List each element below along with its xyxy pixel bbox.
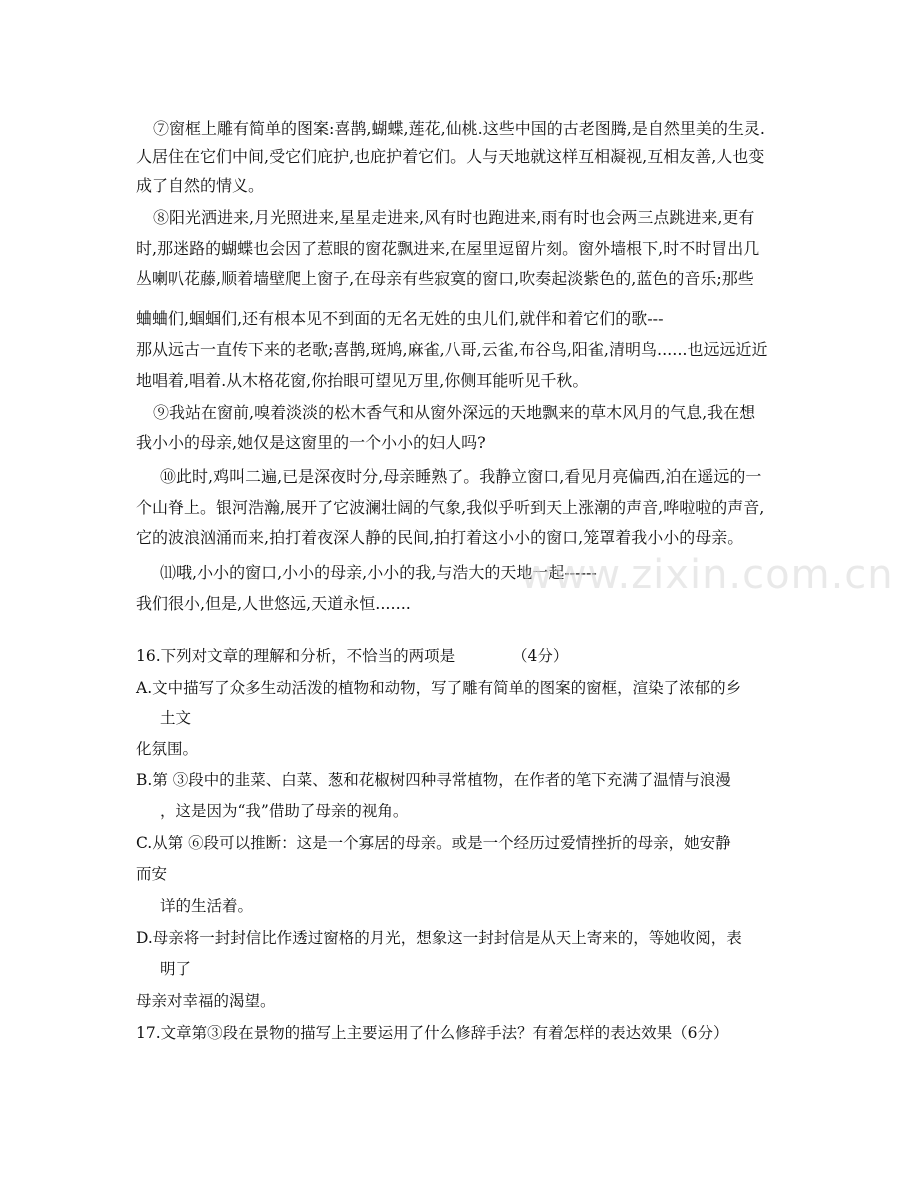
option-b-line-1: B.第 ③段中的韭菜、白菜、葱和花椒树四种寻常植物，在作者的笔下充满了温情与浪漫	[136, 771, 731, 789]
passage-p10-line-1: ⑩此时,鸡叫二遍,已是深夜时分,母亲睡熟了。我静立窗口,看见月亮偏西,泊在遥远的一	[160, 467, 762, 486]
passage-p8-line-1: ⑧阳光洒进来,月光照进来,星星走进来,风有时也跑进来,雨有时也会两三点跳进来,更有	[153, 208, 755, 227]
passage-p7-line-3: 成了自然的情义。	[136, 176, 265, 195]
question-17-stem: 17.文章第③段在景物的描写上主要运用了什么修辞手法？有着怎样的表达效果（6分）	[136, 1024, 729, 1042]
passage-p8-line-2: 时,那迷路的蝴蝶也会因了惹眼的窗花飘进来,在屋里逗留片刻。窗外墙根下,时不时冒出几	[136, 239, 760, 258]
watermark-text: www.zixin.com.cn	[520, 552, 894, 598]
option-b-line-2: ，这是因为“我”借助了母亲的视角。	[160, 802, 409, 820]
passage-p8-line-6: 地唱着,唱着.从木格花窗,你抬眼可望见万里,你侧耳能听见千秋。	[136, 371, 589, 390]
question-16-stem: 16.下列对文章的理解和分析，不恰当的两项是	[136, 647, 456, 665]
option-a-line-1: A.文中描写了众多生动活泼的植物和动物，写了雕有简单的图案的窗框，渲染了浓郁的乡	[136, 679, 742, 697]
option-d-line-2: 明了	[160, 960, 192, 978]
passage-p8-line-4: 蛐蛐们,蝈蝈们,还有根本见不到面的无名无姓的虫儿们,就伴和着它们的歌---	[136, 309, 664, 328]
passage-p11-line-2: 我们很小,但是,人世悠远,天道永恒.......	[136, 594, 411, 613]
passage-p8-line-3: 丛喇叭花藤,顺着墙壁爬上窗子,在母亲有些寂寞的窗口,吹奏起淡紫色的,蓝色的音乐;那些	[136, 269, 754, 288]
passage-p7-line-1: ⑦窗框上雕有简单的图案:喜鹊,蝴蝶,莲花,仙桃.这些中国的古老图腾,是自然里美的生灵.	[153, 119, 765, 138]
option-c-line-2: 而安	[136, 865, 168, 883]
option-c-line-3: 详的生活着。	[160, 897, 254, 915]
question-16-score: （4分）	[512, 647, 569, 665]
option-a-line-3: 化氛围。	[136, 740, 199, 758]
option-d-line-1: D.母亲将一封封信比作透过窗格的月光，想象这一封封信是从天上寄来的，等她收阅，表	[136, 929, 742, 947]
passage-p10-line-3: 它的波浪汹涌而来,拍打着夜深人静的民间,拍打着这小小的窗口,笼罩着我小小的母亲。	[136, 528, 744, 547]
passage-p10-line-2: 个山脊上。银河浩瀚,展开了它波澜壮阔的气象,我似乎听到天上涨潮的声音,哗啦啦的声音,	[136, 498, 765, 517]
option-d-line-3: 母亲对幸福的渴望。	[136, 992, 276, 1010]
option-a-line-2: 土文	[160, 709, 192, 727]
option-c-line-1: C.从第 ⑥段可以推断：这是一个寡居的母亲。或是一个经历过爱情挫折的母亲，她安静	[136, 834, 731, 852]
passage-p8-line-5: 那从远古一直传下来的老歌;喜鹊,斑鸠,麻雀,八哥,云雀,布谷鸟,阳雀,清明鸟......也远远近近	[136, 340, 768, 359]
passage-p9-line-1: ⑨我站在窗前,嗅着淡淡的松木香气和从窗外深远的天地飘来的草木风月的气息,我在想	[153, 403, 756, 422]
passage-p9-line-2: 我小小的母亲,她仅是这窗里的一个小小的妇人吗?	[136, 433, 486, 452]
passage-p7-line-2: 人居住在它们中间,受它们庇护,也庇护着它们。人与天地就这样互相凝视,互相友善,人也变	[136, 147, 765, 166]
passage-p11-line-1: ⑾哦,小小的窗口,小小的母亲,小小的我,与浩大的天地一起------	[160, 563, 597, 582]
